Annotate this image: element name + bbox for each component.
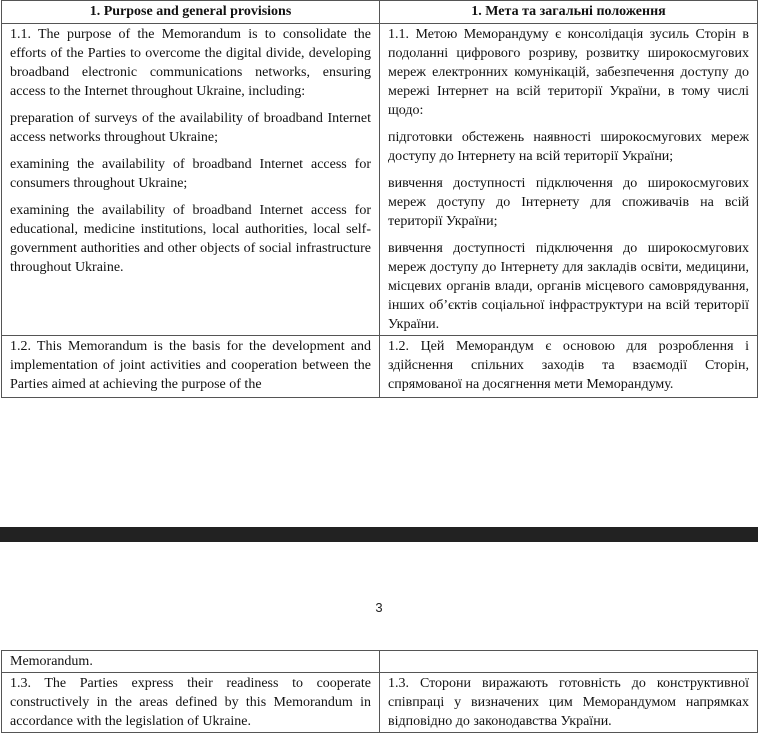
section-1-3-uk-cell bbox=[380, 673, 758, 733]
section-1-1-row bbox=[2, 24, 758, 336]
header-en: 1. Purpose and general provisions bbox=[2, 1, 380, 24]
section-1-2-uk-cell bbox=[380, 336, 758, 398]
page-break-divider bbox=[0, 527, 758, 542]
continuation-uk-cell bbox=[380, 651, 758, 673]
section-1-1-uk-cell bbox=[380, 24, 758, 336]
bilingual-table-page-1 bbox=[1, 0, 758, 398]
header-uk: 1. Мета та загальні положення bbox=[380, 1, 758, 24]
section-1-2-row bbox=[2, 336, 758, 398]
continuation-en: Memorandum. bbox=[10, 654, 93, 669]
section-1-1-uk-intro: 1.1. Метою Меморандуму є консолідація зусиль Сторін в подоланні цифрового розриву, розвитку широкосмугових мереж електронних комунікацій, забезпечення доступу до мережі Інтернет на всій території України, в тому числі щодо: bbox=[388, 27, 749, 118]
continuation-row bbox=[2, 651, 758, 673]
section-1-3-en-cell bbox=[2, 673, 380, 733]
section-1-3-en: 1.3. The Parties express their readiness to cooperate constructively in the areas defined by this Memorandum in accordance with the legislation of Ukraine. bbox=[10, 676, 371, 729]
section-1-1-en-item-2: examining the availability of broadband Internet access for consumers throughout Ukraine; bbox=[10, 157, 371, 191]
continuation-en-cell bbox=[2, 651, 380, 673]
section-1-1-uk-item-2: вивчення доступності підключення до широкосмугових мереж доступу до Інтернету для споживачів на всій території України; bbox=[388, 176, 749, 229]
section-1-2-uk: 1.2. Цей Меморандум є основою для розроблення і здійснення спільних заходів та взаємодії Сторін, спрямованої на досягнення мети Меморандуму. bbox=[388, 339, 749, 392]
section-1-1-uk-item-1: підготовки обстежень наявності широкосмугових мереж доступу до Інтернету на всій території України; bbox=[388, 130, 749, 164]
section-1-1-uk-item-3: вивчення доступності підключення до широкосмугових мереж доступу до Інтернету для закладів освіти, медицини, місцевих органів влади, органів місцевого самоврядування, інших об’єктів соціальної інфраструктури на всій території України. bbox=[388, 241, 749, 332]
section-1-2-en-cell bbox=[2, 336, 380, 398]
section-1-1-en-cell bbox=[2, 24, 380, 336]
page-number: 3 bbox=[375, 600, 383, 615]
section-1-1-en-item-3: examining the availability of broadband Internet access for educational, medicine institutions, local authorities, local self-government authorities and other objects of social infrastructure throughout Ukraine. bbox=[10, 203, 371, 275]
section-1-3-uk: 1.3. Сторони виражають готовність до конструктивної співпраці у визначених цим Меморандумом напрямках відповідно до законодавства України. bbox=[388, 676, 749, 729]
section-1-3-row bbox=[2, 673, 758, 733]
section-1-2-en: 1.2. This Memorandum is the basis for the development and implementation of joint activities and cooperation between the Parties aimed at achieving the purpose of the bbox=[10, 339, 371, 392]
section-1-1-en-intro: 1.1. The purpose of the Memorandum is to consolidate the efforts of the Parties to overcome the digital divide, developing broadband electronic communications networks, ensuring access to the Internet throughout Ukraine, including: bbox=[10, 27, 371, 99]
section-1-1-en-item-1: preparation of surveys of the availability of broadband Internet access networks throughout Ukraine; bbox=[10, 111, 371, 145]
bilingual-table-page-2 bbox=[1, 650, 758, 733]
table-header-row bbox=[2, 1, 758, 24]
